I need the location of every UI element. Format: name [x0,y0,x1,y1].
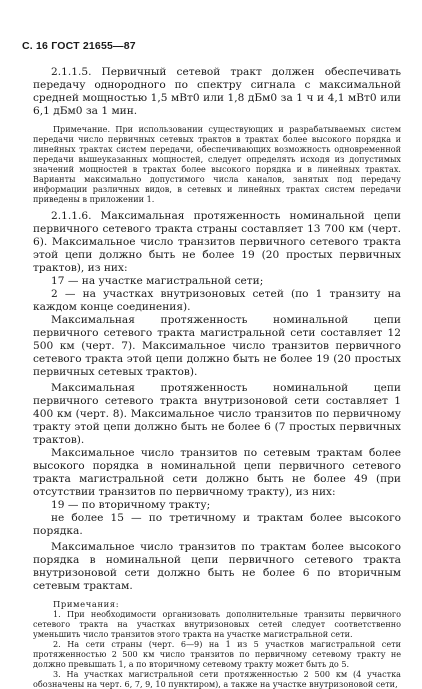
note-item-2: 2. На сети страны (черт. 6—9) на 1 из 5 участков магистральной сети протяженностью 2 500 км число транзитов по первичному сетевому тракту не должно превышать 1, а по вторичному сетевому тракту может быть до 5. [33,639,401,669]
page-content [33,66,401,689]
note-paragraph: Примечание. При использовании существующих и разрабатываемых систем передачи число первичных сетевых трактов в трактах более высокого порядка и линейных трактах систем передачи, обеспечивающих возможность одновременной передачи вышеуказанных мощностей, следует определять исходя из допустимых значений мощностей в трактах более высокого порядка и в линейных трактах. Варианты максимально допустимого числа каналов, занятых под передачу информации различных видов, в сетевых и линейных трактах систем передачи приведены в приложении 1. [33,124,401,204]
list-item-17: 17 — на участке магистральной сети; [51,275,264,287]
list-item-2: 2 — на участках внутризоновых сетей (по 1 транзиту на каждом конце соединения). [33,288,401,313]
paragraph-2-1-1-6: 2.1.1.6. Максимальная протяженность номинальной цепи первичного сетевого тракта страны составляет 13 700 км (черт. 6). Максимальное число транзитов первичного сетевого тракта этой цепи должно быть не более 19 (20 простых первичных трактов), из них: [33,210,401,274]
note-item-1: 1. При необходимости организовать дополнительные транзиты первичного сетевого тракта на участках внутризоновых сетей следует соответственно уменьшить число транзитов этого тракта на участке магистральной сети. [33,609,401,639]
list-item-15: не более 15 — по третичному и трактам более высокого порядка. [33,512,401,537]
note-item-3: 3. На участках магистральной сети протяженностью 2 500 км (4 участка обозначены на черт. 6, 7, 9, 10 пунктиром), а также на участке внутризоновой сети, [33,669,401,689]
notes-title: Примечания: [53,599,120,609]
paragraph-intrazone-higher-order: Максимальное число транзитов по трактам более высокого порядка в номинальной цепи первичного сетевого тракта внутризоновой сети должно быть не более 6 по вторичным сетевым трактам. [33,541,401,592]
page-header: С. 16 ГОСТ 21655—87 [22,40,136,52]
paragraph-2-1-1-5: 2.1.1.5. Первичный сетевой тракт должен обеспечивать передачу однородного по спектру сигнала с максимальной средней мощностью 1,5 мВт0 или 1,8 дБм0 за 1 ч и 4,1 мВт0 или 6,1 дБм0 за 1 мин. [33,66,401,117]
paragraph-trunk-network: Максимальная протяженность номинальной цепи первичного сетевого тракта магистральной сети составляет 12 500 км (черт. 7). Максимальное число транзитов первичного сетевого тракта этой цепи должно быть не более 19 (20 простых первичных сетевых трактов). [33,314,401,378]
paragraph-higher-order-transits: Максимальное число транзитов по сетевым трактам более высокого порядка в номинальной цепи первичного сетевого тракта магистральной сети должно быть не более 49 (при отсутствии транзитов по первичному тракту), из них: [33,447,401,498]
list-item-19: 19 — по вторичному тракту; [51,499,211,511]
paragraph-intrazone-network: Максимальная протяженность номинальной цепи первичного сетевого тракта внутризоновой сети составляет 1 400 км (черт. 8). Максимальное число транзитов по первичному тракту этой цепи должно быть не более 6 (7 простых первичных трактов). [33,382,401,446]
